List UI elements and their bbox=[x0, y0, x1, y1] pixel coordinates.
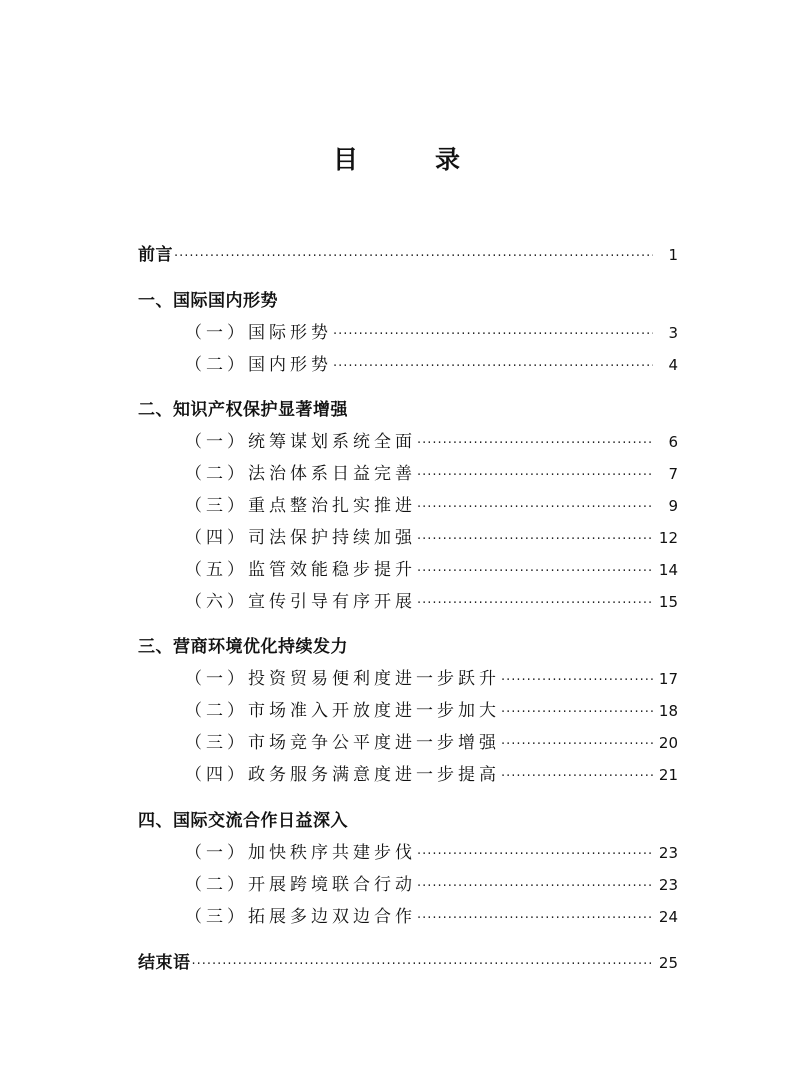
page-number: 17 bbox=[658, 670, 678, 688]
page-number: 14 bbox=[658, 561, 678, 579]
toc-entry-label: （一）投资贸易便利度进一步跃升 bbox=[185, 669, 500, 689]
toc-entry[interactable] bbox=[138, 461, 678, 487]
toc-entry[interactable] bbox=[138, 557, 678, 583]
toc-entry-label: （一）加快秩序共建步伐 bbox=[185, 843, 416, 863]
page-number: 18 bbox=[658, 702, 678, 720]
dot-leader bbox=[501, 700, 653, 726]
toc-entry-label: （三）市场竞争公平度进一步增强 bbox=[185, 733, 500, 753]
dot-leader bbox=[333, 322, 653, 348]
toc-entry[interactable] bbox=[138, 840, 678, 866]
dot-leader bbox=[192, 952, 654, 978]
toc-entry[interactable] bbox=[138, 525, 678, 551]
toc-entry-preface[interactable] bbox=[138, 242, 678, 268]
section-heading-2[interactable]: 二、知识产权保护显著增强 bbox=[138, 400, 348, 420]
dot-leader bbox=[501, 668, 653, 694]
page-number: 9 bbox=[668, 497, 678, 515]
toc-entry[interactable] bbox=[138, 730, 678, 756]
page-number: 20 bbox=[658, 734, 678, 752]
toc-entry-label: 结束语 bbox=[138, 953, 191, 973]
dot-leader bbox=[417, 906, 653, 932]
page-title: 目 录 bbox=[332, 145, 486, 174]
toc-entry-label: 前言 bbox=[138, 245, 173, 265]
dot-leader bbox=[417, 495, 653, 521]
page-number: 15 bbox=[658, 593, 678, 611]
dot-leader bbox=[417, 559, 653, 585]
toc-entry-label: （四）司法保护持续加强 bbox=[185, 528, 416, 548]
dot-leader bbox=[417, 527, 653, 553]
page-number: 4 bbox=[668, 356, 678, 374]
page-number: 23 bbox=[658, 876, 678, 894]
dot-leader bbox=[417, 463, 653, 489]
page-number: 6 bbox=[668, 433, 678, 451]
dot-leader bbox=[501, 732, 653, 758]
toc-entry[interactable] bbox=[138, 429, 678, 455]
dot-leader bbox=[501, 764, 653, 790]
section-heading-4[interactable]: 四、国际交流合作日益深入 bbox=[138, 811, 348, 831]
dot-leader bbox=[333, 354, 653, 380]
toc-entry[interactable] bbox=[138, 698, 678, 724]
toc-entry-label: （三）拓展多边双边合作 bbox=[185, 907, 416, 927]
page-number: 7 bbox=[668, 465, 678, 483]
page-number: 21 bbox=[658, 766, 678, 784]
page-number: 23 bbox=[658, 844, 678, 862]
toc-entry-label: （六）宣传引导有序开展 bbox=[185, 592, 416, 612]
toc-entry[interactable] bbox=[138, 320, 678, 346]
dot-leader bbox=[417, 431, 653, 457]
section-heading-3[interactable]: 三、营商环境优化持续发力 bbox=[138, 637, 348, 657]
toc-entry-label: （二）市场准入开放度进一步加大 bbox=[185, 701, 500, 721]
toc-entry[interactable] bbox=[138, 872, 678, 898]
toc-entry-label: （一）国际形势 bbox=[185, 323, 332, 343]
toc-entry-label: （二）国内形势 bbox=[185, 355, 332, 375]
toc-entry[interactable] bbox=[138, 762, 678, 788]
toc-entry-label: （四）政务服务满意度进一步提高 bbox=[185, 765, 500, 785]
dot-leader bbox=[417, 874, 653, 900]
toc-entry-conclusion[interactable] bbox=[138, 950, 678, 976]
toc-entry-label: （一）统筹谋划系统全面 bbox=[185, 432, 416, 452]
page-number: 24 bbox=[658, 908, 678, 926]
toc-entry-label: （二）法治体系日益完善 bbox=[185, 464, 416, 484]
section-heading-1[interactable]: 一、国际国内形势 bbox=[138, 291, 278, 311]
page-number: 1 bbox=[668, 246, 678, 264]
toc-entry[interactable] bbox=[138, 666, 678, 692]
page-number: 12 bbox=[658, 529, 678, 547]
toc-entry[interactable] bbox=[138, 589, 678, 615]
page-number: 25 bbox=[658, 954, 678, 972]
dot-leader bbox=[417, 591, 653, 617]
toc-entry[interactable] bbox=[138, 493, 678, 519]
toc-entry[interactable] bbox=[138, 904, 678, 930]
toc-entry[interactable] bbox=[138, 352, 678, 378]
page-number: 3 bbox=[668, 324, 678, 342]
toc-entry-label: （二）开展跨境联合行动 bbox=[185, 875, 416, 895]
dot-leader bbox=[174, 244, 653, 270]
dot-leader bbox=[417, 842, 653, 868]
toc-entry-label: （五）监管效能稳步提升 bbox=[185, 560, 416, 580]
toc-entry-label: （三）重点整治扎实推进 bbox=[185, 496, 416, 516]
